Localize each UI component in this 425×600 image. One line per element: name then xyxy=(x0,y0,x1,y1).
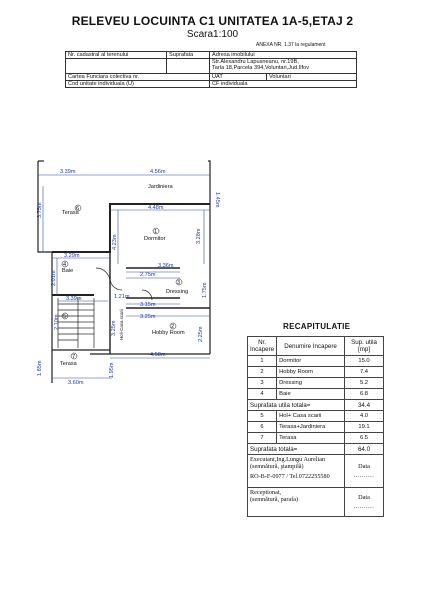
top-wall-right xyxy=(208,161,210,186)
table-row: 4 Baie 6.8 xyxy=(248,389,384,400)
room-6-number: 6 xyxy=(76,206,80,212)
cod-unitate-label: Cod unitate individuala (U) xyxy=(66,81,210,88)
executant-license: RO-B-F-0977 / Tel.0722255580 xyxy=(250,473,330,480)
room-3-name: Dressing xyxy=(166,289,189,295)
receptionat-date-cell xyxy=(345,488,384,517)
dim-3-15: 3.15m xyxy=(140,302,156,308)
table-row: 7 Terasa 6.5 xyxy=(248,433,384,444)
dim-3-60: 3.60m xyxy=(68,380,84,386)
grand-total-label: Suprafata totala= xyxy=(248,444,345,455)
executant-sign-note: (semnătură, ştampilă) xyxy=(250,463,304,470)
dim-4-23: 4.23m xyxy=(112,234,118,250)
door-swing-hol xyxy=(110,278,122,290)
util-total-row xyxy=(248,400,384,411)
room-7-number: 7 xyxy=(72,354,76,360)
adresa-line-1: Str.Alexandru Lapusneanu, nr.19B, xyxy=(212,59,299,65)
col-area-header: Sup. utila [mp] xyxy=(345,337,384,356)
receptionat-sign-note: (semnătură, parafa) xyxy=(250,496,299,503)
executant-date-label: Data xyxy=(358,463,370,470)
room-5-number: 5 xyxy=(63,314,67,320)
room-5-name: Hol+Casa scarii xyxy=(119,309,124,340)
table-row: 5 Hol+ Casa scarii 4.0 xyxy=(248,411,384,422)
dim-4-48: 4.48m xyxy=(148,205,164,211)
dim-1-21: 1.21m xyxy=(114,294,130,300)
room-2-number: 2 xyxy=(171,324,175,330)
outer-wall xyxy=(38,161,52,383)
table-row: 6 Terasa+Jardiniera 19.1 xyxy=(248,422,384,433)
stairs xyxy=(58,298,94,348)
recap-table xyxy=(247,336,384,517)
util-total-label: Suprafata utila totala= xyxy=(248,400,345,411)
uat-value: Voluntari xyxy=(267,74,357,81)
receptionat-date-label: Data xyxy=(358,494,370,501)
util-total-value: 34.4 xyxy=(345,400,384,411)
adresa-label: Adresa imobilului xyxy=(210,52,357,59)
dim-3-39: 3.39m xyxy=(60,169,76,175)
document-title: RELEVEU LOCUINTA C1 UNITATEA 1A-5,ETAJ 2 xyxy=(71,14,354,28)
executant-date-cell xyxy=(345,455,384,488)
dim-3-39-hol: 3.39m xyxy=(66,296,82,302)
cf-individuala-label: CF individuala xyxy=(210,81,357,88)
room-4-name: Baie xyxy=(62,268,74,274)
annex-note: ANEXA NR. 1.37 la regulament xyxy=(256,42,326,48)
col-nr-header: Nr. Incapere xyxy=(248,337,277,356)
dim-3-29: 3.29m xyxy=(64,253,80,259)
dormitor-wall xyxy=(110,204,210,253)
room-4-number: 4 xyxy=(63,262,67,268)
executant-date-line: .......... xyxy=(353,472,375,479)
adresa-value xyxy=(210,59,357,74)
dim-4-58: 4.58m xyxy=(150,352,166,358)
room-3-number: 3 xyxy=(177,280,181,286)
executant-row xyxy=(248,455,384,488)
dim-1-75: 1.75m xyxy=(202,282,208,298)
grand-total-value: 64.0 xyxy=(345,444,384,455)
recap-title: RECAPITULATIE xyxy=(283,322,351,331)
floor-plan xyxy=(30,158,245,398)
adresa-line-2: Tarla 18,Parcela 394,Voluntari,Jud.Ilfov xyxy=(212,65,310,71)
dim-3-28: 3.28m xyxy=(196,228,202,244)
nr-cadastral-value xyxy=(66,59,167,74)
dim-3-75: 3.75m xyxy=(37,202,43,218)
executant-name: Executant,Ing.Lungu Aurelian xyxy=(250,456,326,463)
receptionat-date-line: .......... xyxy=(353,503,375,510)
dim-3-36: 3.36m xyxy=(158,263,174,269)
room-1-number: 1 xyxy=(154,229,158,235)
nr-cadastral-label: Nr. cadastral al terenului xyxy=(66,52,167,59)
dim-3-25-vertical: 3.25m xyxy=(111,320,117,336)
room-7-name: Terasa xyxy=(60,361,77,367)
table-row: 1 Dormitor 15.0 xyxy=(248,356,384,367)
room-2-name: Hobby Room xyxy=(152,330,185,336)
receptionat-cell xyxy=(248,488,345,517)
table-row: 2 Hobby Room 7.4 xyxy=(248,367,384,378)
suprafata-label: Suprafata xyxy=(167,52,210,59)
col-name-header: Denumire Incapere xyxy=(277,337,345,356)
room-1-name: Dormitor xyxy=(144,236,166,242)
room-jardiniera: Jardiniera xyxy=(148,184,173,190)
dim-1-45: 1.45m xyxy=(214,192,220,208)
recap-header-row xyxy=(248,337,384,356)
suprafata-value xyxy=(167,59,210,74)
dim-4-56: 4.56m xyxy=(150,169,166,175)
uat-label: UAT xyxy=(210,74,267,81)
dim-2-75: 2.75m xyxy=(140,272,156,278)
cf-collective-label: Cartea Funciara colectiva nr. xyxy=(66,74,210,81)
dim-2-10: 2.10m xyxy=(54,314,60,330)
scale-label: Scara1:100 xyxy=(186,29,239,40)
dim-2-01: 2.01m xyxy=(51,270,57,286)
grand-total-row xyxy=(248,444,384,455)
dim-1-85: 1.85m xyxy=(37,360,43,376)
dim-2-25: 2.25m xyxy=(198,326,204,342)
cadastral-info-table xyxy=(65,51,357,88)
executant-cell xyxy=(248,455,345,488)
room-6-name: Terasa xyxy=(62,210,79,216)
dim-3-25: 3.25m xyxy=(140,314,156,320)
receptionat-label: Receptionat, xyxy=(250,489,282,496)
door-swing-baie xyxy=(96,268,110,282)
table-row: 3 Dressing 5.2 xyxy=(248,378,384,389)
receptionat-row xyxy=(248,488,384,517)
dim-1-95: 1.95m xyxy=(109,362,115,378)
